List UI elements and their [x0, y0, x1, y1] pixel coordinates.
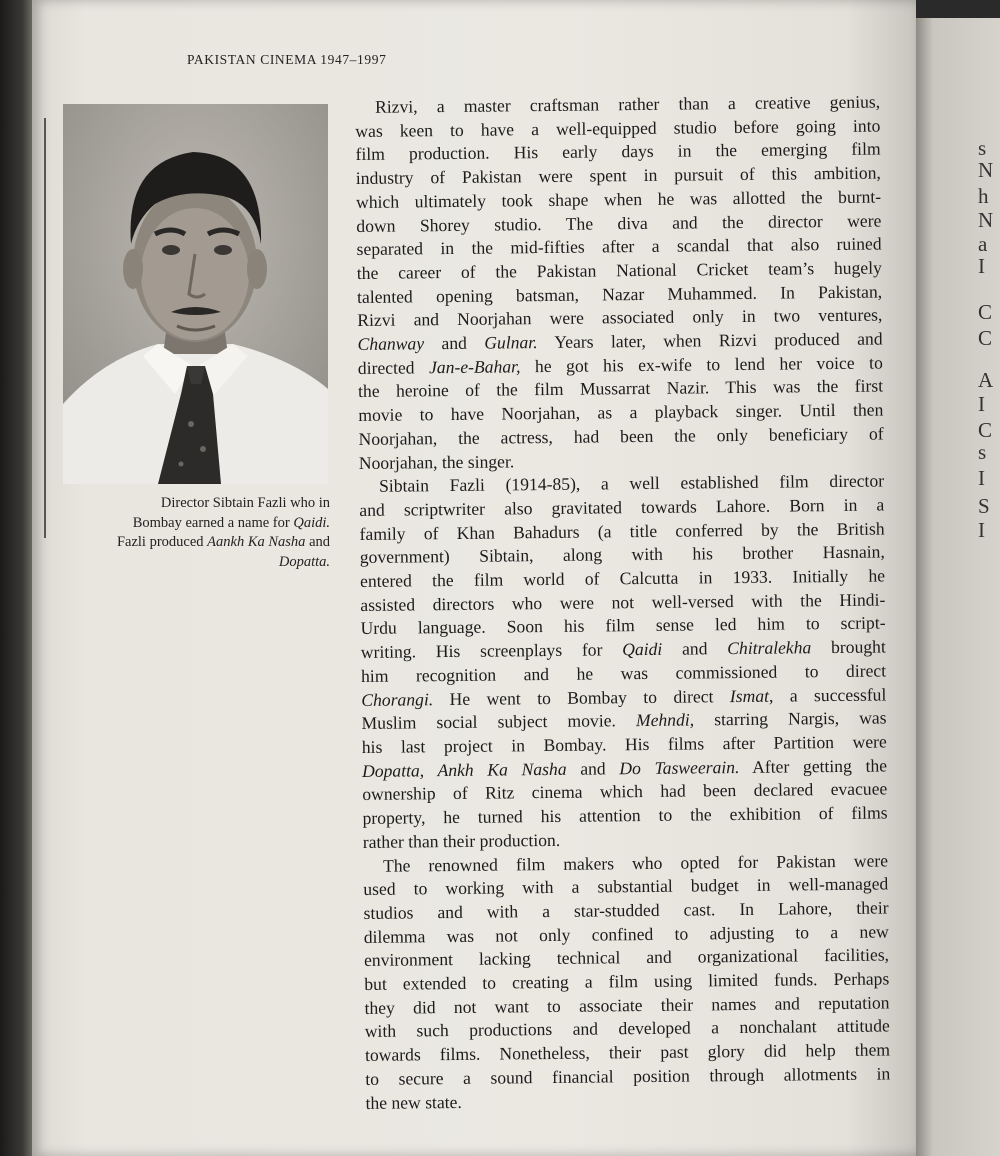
text-run: Rizvi and Noorjahan were associated only in two ventures, [357, 304, 883, 331]
text-run: separated in the mid-fifties after a scandal that also ruined [356, 233, 882, 260]
italic-title: Gulnar. [484, 332, 538, 353]
text-run: government) Sibtain, along with his brother Hasnain, [359, 541, 885, 568]
italic-title: Dopatta. [278, 553, 330, 570]
italic-title: Chorangi. [361, 688, 434, 710]
text-run: After getting the [739, 755, 888, 777]
text-run: and [566, 757, 620, 779]
next-page-fragment: C [978, 418, 993, 442]
next-page-fragment: s [978, 136, 987, 160]
text-run: writing. His screenplays for [360, 639, 623, 663]
text-run: the heroine of the film Mussarrat Nazir. This was the first [357, 375, 884, 402]
text-run: they did not want to associate their names and reputation [364, 992, 890, 1018]
text-run: family of Khan Bahadurs (a title conferred by the British [359, 518, 885, 544]
text-run: him recognition and he was commissioned to direct [360, 660, 887, 686]
text-run: Bombay earned a name for [132, 514, 294, 531]
next-page-fragment: I [978, 392, 985, 416]
text-run: assisted directors who were not well-versed with the Hindi- [360, 589, 886, 615]
text-run: to secure a sound financial position through allotments in [365, 1063, 891, 1089]
running-head: PAKISTAN CINEMA 1947–1997 [187, 52, 387, 67]
text-run: and [423, 332, 485, 354]
text-run: used to working with a substantial budget in well-managed [363, 873, 889, 900]
text-run: was keen to have a well-equipped studio before going into [355, 115, 881, 141]
next-page-fragment: a [978, 232, 988, 256]
body-text [355, 91, 891, 1116]
italic-title: Chitralekha [727, 637, 812, 659]
text-run: down Shorey studio. The diva and the director were [356, 210, 882, 236]
text-run: a successful [773, 684, 887, 706]
text-run: environment lacking technical and organizational facilities, [363, 944, 890, 971]
next-page-fragment: C [978, 326, 993, 350]
text-run: but extended to creating a film using limited funds. Perhaps [364, 968, 890, 994]
book-spine-edge [0, 0, 32, 1156]
text-run: Sibtain Fazli (1914-85), a well established film director [378, 470, 885, 497]
text-run: He went to Bombay to direct [433, 685, 730, 709]
next-page-fragment: S [978, 494, 990, 518]
text-run: which ultimately took shape when he was allotted the burnt- [356, 186, 882, 212]
next-page-fragment: I [978, 254, 985, 278]
text-run: the new state. [365, 1091, 462, 1113]
caption-line [70, 494, 330, 514]
text-run: with such productions and developed a nonchalant attitude [364, 1015, 890, 1042]
text-run: dilemma was not only confined to adjusting to a new [363, 921, 889, 947]
text-run: Years later, when Rizvi produced and [537, 328, 883, 353]
text-run: The renowned film makers who opted for Pakistan were [382, 849, 889, 876]
text-run: towards films. Nonetheless, their past glory did help them [364, 1039, 891, 1066]
next-page-fragment: N [978, 208, 994, 232]
text-run: he got his ex-wife to lend her voice to [520, 352, 883, 377]
margin-rule [44, 118, 46, 538]
italic-title: Dopatta, Ankh Ka Nasha [361, 758, 567, 781]
text-run: the career of the Pakistan National Cricket team’s hugely [356, 257, 882, 283]
text-run: studios and with a star-studded cast. In Lahore, their [363, 897, 889, 923]
text-run: Noorjahan, the singer. [358, 450, 515, 473]
italic-title: Mehndi, [635, 709, 695, 731]
portrait-photo [63, 104, 328, 484]
photo-caption [70, 494, 330, 572]
caption-line [70, 514, 330, 534]
text-run: Noorjahan, the actress, had been the only beneficiary of [358, 423, 884, 449]
text-run: starring Nargis, was [694, 707, 887, 730]
text-run: property, he turned his attention to the exhibition of films [362, 802, 888, 829]
text-run: industry of Pakistan were spent in pursuit of this ambition, [355, 162, 881, 189]
text-run: film production. His early days in the emerging film [355, 138, 881, 165]
text-run: rather than their production. [362, 829, 561, 852]
italic-title: Ismat, [729, 685, 774, 706]
text-run: entered the film world of Calcutta in 1933. Initially he [359, 565, 886, 592]
caption-line [70, 533, 330, 553]
next-page-fragment: A [978, 368, 994, 392]
text-run: Director Sibtain Fazli who in [160, 495, 330, 511]
italic-title: Qaidi. [293, 514, 330, 531]
next-page-fragment: s [978, 440, 987, 464]
text-run: his last project in Bombay. His films after Partition were [361, 731, 887, 757]
italic-title: Do Tasweerain. [619, 756, 740, 778]
caption-line [70, 553, 330, 573]
text-run: and scriptwriter also gravitated towards Lahore. Born in a [359, 494, 885, 520]
text-run: Urdu language. Soon his film sense led him to script- [360, 612, 886, 639]
italic-title: Chanway [357, 333, 425, 355]
text-run: talented opening batsman, Nazar Muhammed. In Pakistan, [356, 281, 883, 307]
text-run: Muslim social subject movie. [361, 710, 637, 734]
next-page-fragment: h [978, 184, 989, 208]
next-page-fragment: N [978, 158, 994, 182]
next-page-fragment: I [978, 466, 985, 490]
text-run: Fazli produced [116, 534, 208, 550]
italic-title: Qaidi [622, 638, 663, 660]
text-run: and [662, 638, 728, 659]
italic-title: Jan-e-Bahar, [428, 356, 521, 377]
text-run: brought [811, 636, 886, 658]
text-run: Rizvi, a master craftsman rather than a creative genius, [375, 91, 881, 117]
portrait-illustration [63, 104, 328, 484]
adjacent-page-edge [916, 18, 1000, 1156]
text-run: and [305, 534, 330, 550]
italic-title: Aankh Ka Nasha [207, 534, 306, 550]
next-page-fragment: I [978, 518, 985, 542]
next-page-fragment: C [978, 300, 993, 324]
text-run: ownership of Ritz cinema which had been declared evacuee [362, 778, 888, 805]
text-run: movie to have Noorjahan, as a playback singer. Until then [358, 399, 884, 426]
text-run: directed [357, 356, 430, 378]
